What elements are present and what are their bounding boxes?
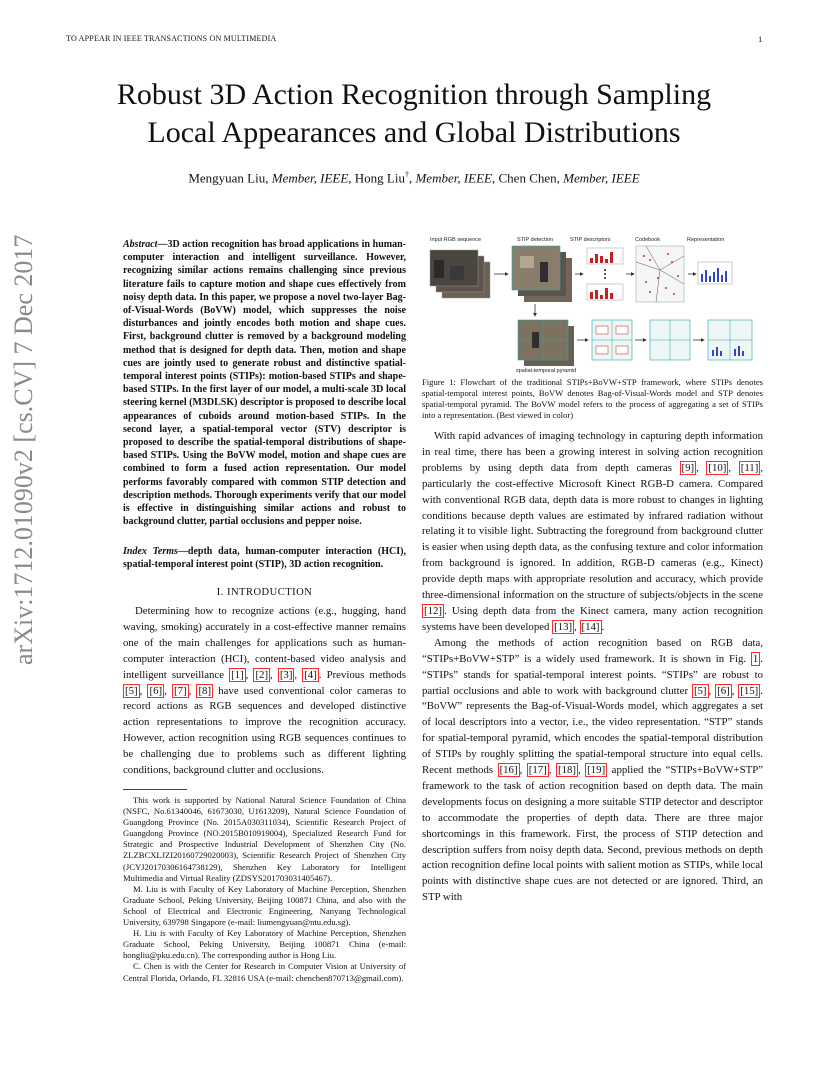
intro-text-2: . Previous methods bbox=[318, 668, 407, 681]
citation-link[interactable]: [16] bbox=[499, 764, 518, 777]
right-text-3: . Using depth data from the Kinect camera, many action recognition systems have been developed bbox=[422, 604, 763, 633]
right-paragraph-1: With rapid advances of imaging technology in capturing depth information in real time, there has been a growing interest in solving action recognition problems by using depth data from depth cameras [9] , [10] , [11] , particularly the cost-effective Microsoft Kinect RGB-D camera. Compared with conventional RGB data, depth data is more robust to changes in lighting conditions because depth values are estimated by infrared radiation without relating it to visible light. Subtracting the foreground from background clutter is easier when using depth data, as the confusing texture and color information from background is ignored. In addition, RGB-D cameras (e.g., Kinect) provide depth maps with appropriate resolution and accuracy, which provide three-dimensional information on the structure of subjects/objects in the scene [12] . Using depth data from the Kinect camera, many action recognition systems have been developed [13] , [14] . bbox=[422, 430, 764, 633]
footnote-rule bbox=[123, 789, 187, 790]
page-number: 1 bbox=[758, 34, 763, 44]
author-1: Mengyuan Liu, bbox=[188, 170, 269, 186]
citation-link[interactable]: [4] bbox=[304, 668, 317, 681]
citation-link[interactable]: [1] bbox=[231, 668, 244, 681]
intro-paragraph: Determining how to recognize actions (e.g., hugging, hand waving, smoking) accurately in a cost-effective manner remains one of the main challenges for applications such as human-computer interaction (HCI), content-based video analysis and intelligent surveillance [1] , [2] , [3] , [4] . Previous methods [5] , [6] , [7] , [8] have used conventional color cameras to record actions as RGB sequences and developed distinctive action representations to improve the recognition accuracy. However, action recognition using RGB sequences continues to be challenging due to problems such as different lighting conditions, background clutter and occlusions. bbox=[123, 605, 407, 777]
citation-link[interactable]: [13] bbox=[554, 620, 573, 633]
author-3: Chen Chen, bbox=[498, 170, 560, 186]
label-codebook: Codebook bbox=[635, 237, 661, 243]
input-frames bbox=[430, 250, 490, 298]
index-terms-text: —depth data, human-computer interaction (HCI), spatial-temporal interest point (STIP), 3D action recognition. bbox=[123, 546, 406, 571]
abstract bbox=[123, 238, 406, 528]
title-line-2: Local Appearances and Global Distributions bbox=[147, 116, 681, 149]
right-text-7: applied the “STIPs+BoVW+STP” framework to the task of action recognition based on depth data. The main developments focus on designing a more suitable STIP detector and descriptor to accommodate the properties of depth data. There are three major shortcomings in this framework. First, the process of STIP detection and description suffers from noisy depth data. Second, previous methods on depth action recognition define local points with salient motion as STIPs, while local points with distinctive shape cues are not detected or are ignored. Third, an STP with bbox=[422, 764, 763, 904]
footnote-funding: This work is supported by National Natural Science Foundation of China (NSFC, No.61340046, 61673030, U1613209), Natural Science Foundation of Guangdong Province (No. 2015A030311034), Scientific Research Project of Guangdong Province (NO.2015B010919004), Specialized Research Fund for Strategic and Prospective Industrial Development of Shenzhen City (No. ZLZBCXLJZI20160729020003), Scientific Research Project of Shenzhen City (JCYJ20170306164738129), Shenzhen Key Laboratory for Intelligent Multimedia and Virtual Reality (ZDSYS201703031405467). bbox=[123, 795, 406, 883]
right-text-4: Among the methods of action recognition based on RGB data, “STIPs+BoVW+STP” is a widely used framework. It is shown in Fig. bbox=[422, 636, 763, 665]
figure-link[interactable]: 1 bbox=[752, 652, 759, 665]
citation-link[interactable]: [6] bbox=[149, 684, 163, 697]
corresponding-mark: † bbox=[404, 170, 409, 179]
citation-link[interactable]: [5] bbox=[693, 684, 707, 697]
right-text-2: , particularly the cost-effective Microsoft Kinect RGB-D camera. Compared with conventional RGB data, depth data is more robust to changes in lighting conditions because depth values are estimated by infrared radiation without relating it to visible light. Subtracting the foreground from background clutter is easier when using depth data, as the confusing texture and color information from background is ignored. In addition, RGB-D cameras (e.g., Kinect) provide depth maps with appropriate resolution and accuracy, which provide three-dimensional information on the structure of subjects/objects in the scene bbox=[422, 461, 764, 602]
section-heading: I. INTRODUCTION bbox=[216, 587, 313, 598]
label-input: Input RGB sequence bbox=[430, 237, 482, 243]
citation-link[interactable]: [15] bbox=[740, 684, 759, 697]
author-line: Mengyuan Liu, Member, IEEE, Hong Liu†, Member, IEEE, Chen Chen, Member, IEEE bbox=[188, 170, 640, 186]
footnote-author-1: M. Liu is with Faculty of Key Laboratory of Machine Perception, Shenzhen Graduate School, Peking University, Beijing 100871 China, and also with the School of Electrical and Electronic Engineering, Nanyang Technological University, 639798 Singapore (e-mail: liumengyuan@ntu.edu.sg). bbox=[123, 883, 406, 928]
citation-link[interactable]: [8] bbox=[198, 684, 212, 697]
citation-link[interactable]: [5] bbox=[125, 684, 138, 697]
figure-caption: Figure 1: Flowchart of the traditional STIPs+BoVW+STP framework, where STIPs denotes spatial-temporal interest points, BoVW denotes Bag-of-Visual-Words model and STP denotes spatial-temporal pyramid. The BoVW model refers to the process of aggregating a set of STIPs into a representation. (Best viewed in color) bbox=[422, 377, 763, 420]
author-1-membership: Member, IEEE, bbox=[271, 170, 352, 186]
abstract-label: Abstract bbox=[123, 239, 158, 250]
right-text-5: . “STIPs” stands for spatial-temporal interest points. “STIPs” are robust to partial occlusions and able to work with background clutter bbox=[422, 652, 763, 697]
detection-frames bbox=[512, 246, 572, 302]
footnote-author-3: C. Chen is with the Center for Research in Computer Vision at University of Central Florida, Orlando, FL 32816 USA (e-mail: chenchen870713@gmail.com). bbox=[123, 961, 406, 983]
index-terms-label: Index Terms bbox=[123, 546, 178, 557]
intro-text-3: have used conventional color cameras to record actions as RGB sequences and developed distinctive action representations to improve the recognition accuracy. However, action recognition using RGB sequences continues to be challenging due to problems such as different lighting conditions, background clutter and occlusions. bbox=[123, 684, 407, 777]
citation-link[interactable]: [17] bbox=[528, 764, 547, 777]
citation-link[interactable]: [6] bbox=[717, 684, 730, 697]
representation-bars bbox=[698, 262, 732, 284]
label-representation: Representation bbox=[687, 237, 725, 243]
intro-column bbox=[123, 604, 406, 779]
label-descriptors: STIP descriptors bbox=[570, 237, 611, 243]
citation-link[interactable]: [2] bbox=[255, 668, 269, 681]
paper-title bbox=[60, 76, 768, 152]
abstract-text: —3D action recognition has broad applications in human-computer interaction and intelligent surveillance. However, recognizing similar actions remains challenging since previous literature fails to capture motion and shape cues effectively from noisy depth data. In this paper, we propose a novel two-layer Bag-of-Visual-Words (BoVW) model, which suppresses the noise disturbances and jointly encodes both motion and shape cues. First, background clutter is removed by a background modeling method that is designed for depth data. Then, motion and shape cues are jointly used to generate robust and distinctive spatial-temporal interest points (STIPs): motion-based STIPs and shape-based STIPs. In the first layer of our model, a multi-scale 3D local steering kernel (M3DLSK) descriptor is proposed to describe local appearances of cuboids around motion-based STIPs. In the second layer, a spatial-temporal vector (STV) descriptor is proposed to describe the spatial-temporal distributions of shape-based STIPs. Using the BoVW model, motion and shape cues are combined to form a fused action representation. Our model performs favorably compared with common STIP detection and description methods. Thorough experiments verify that our model is effective in distinguishing similar actions and robust to background clutter, partial occlusions and pepper noise. bbox=[123, 239, 406, 528]
citation-link[interactable]: [14] bbox=[581, 620, 600, 633]
index-terms bbox=[123, 545, 406, 571]
descriptor-histograms bbox=[587, 248, 623, 300]
author-2: Hong Liu bbox=[354, 170, 405, 186]
label-detection: STIP detection bbox=[517, 237, 553, 243]
running-header: TO APPEAR IN IEEE TRANSACTIONS ON MULTIMEDIA bbox=[66, 34, 277, 43]
citation-link[interactable]: [9] bbox=[681, 461, 695, 474]
right-text-1: With rapid advances of imaging technology in capturing depth information in real time, there has been a growing interest in solving action recognition problems by using depth data from depth cameras bbox=[422, 430, 763, 474]
right-paragraph-2: Among the methods of action recognition based on RGB data, “STIPs+BoVW+STP” is a widely used framework. It is shown in Fig. 1 . “STIPs” stands for spatial-temporal interest points. “STIPs” are robust to partial occlusions and able to work with background clutter [5] , [6] , [15] . “BoVW” represents the Bag-of-Visual-Words model, which aggregates a set of local descriptors into a vector, i.e., the video representation. “STP” stands for spatial-temporal pyramid, which encodes the spatial-temporal distribution of STIPs by roughly splitting the spatial-temporal structure into equal cells. Recent methods [16] , [17] , [18] , [19] applied the “STIPs+BoVW+STP” framework to the task of action recognition based on depth data. The main developments focus on designing a more suitable STIP detector and descriptor to accommodate the properties of depth data. There are three major shortcomings in this framework. First, the process of STIP detection and description suffers from noisy depth data. Second, previous methods on depth action recognition define local points with salient motion as STIPs, while local points with distinctive shape cues are not detected or are ignored. Third, an STP with bbox=[422, 636, 763, 904]
right-column bbox=[422, 429, 763, 906]
citation-link[interactable]: [12] bbox=[424, 604, 442, 617]
label-pyramid: spatial-temporal pyramid bbox=[516, 368, 577, 374]
intro-text-1: Determining how to recognize actions (e.g., hugging, hand waving, smoking) accurately in a cost-effective manner remains one of the main challenges for applications such as human-computer interaction (HCI), content-based video analysis and intelligent surveillance bbox=[123, 605, 406, 681]
author-2-membership: Member, IEEE, bbox=[415, 170, 496, 186]
citation-link[interactable]: [10] bbox=[708, 461, 727, 474]
author-3-membership: Member, IEEE bbox=[563, 170, 640, 186]
pyramid-branch bbox=[516, 304, 752, 374]
citation-link[interactable]: [11] bbox=[740, 461, 759, 474]
right-text-6: . “BoVW” represents the Bag-of-Visual-Words model, which aggregates a set of local descriptors into a vector, i.e., the video representation. “STP” stands for spatial-temporal pyramid, which encodes the spatial-temporal distribution of STIPs by roughly splitting the spatial-temporal structure into equal cells. Recent methods bbox=[422, 684, 763, 777]
footnotes bbox=[123, 795, 406, 984]
arxiv-stamp: arXiv:1712.01090v2 [cs.CV] 7 Dec 2017 bbox=[9, 234, 38, 665]
title-line-1: Robust 3D Action Recognition through Sampling bbox=[116, 78, 712, 111]
codebook-voronoi bbox=[636, 246, 684, 302]
citation-link[interactable]: [18] bbox=[557, 764, 576, 777]
citation-link[interactable]: [3] bbox=[279, 668, 293, 681]
citation-link[interactable]: [19] bbox=[587, 764, 606, 777]
citation-link[interactable]: [7] bbox=[173, 684, 187, 697]
flowchart-figure bbox=[420, 232, 763, 374]
footnote-author-2: H. Liu is with Faculty of Key Laboratory of Machine Perception, Shenzhen Graduate School, Peking University, Beijing 100871 China (e-mail: hongliu@pku.edu.cn). The corresponding author is Hong Liu. bbox=[123, 928, 406, 961]
